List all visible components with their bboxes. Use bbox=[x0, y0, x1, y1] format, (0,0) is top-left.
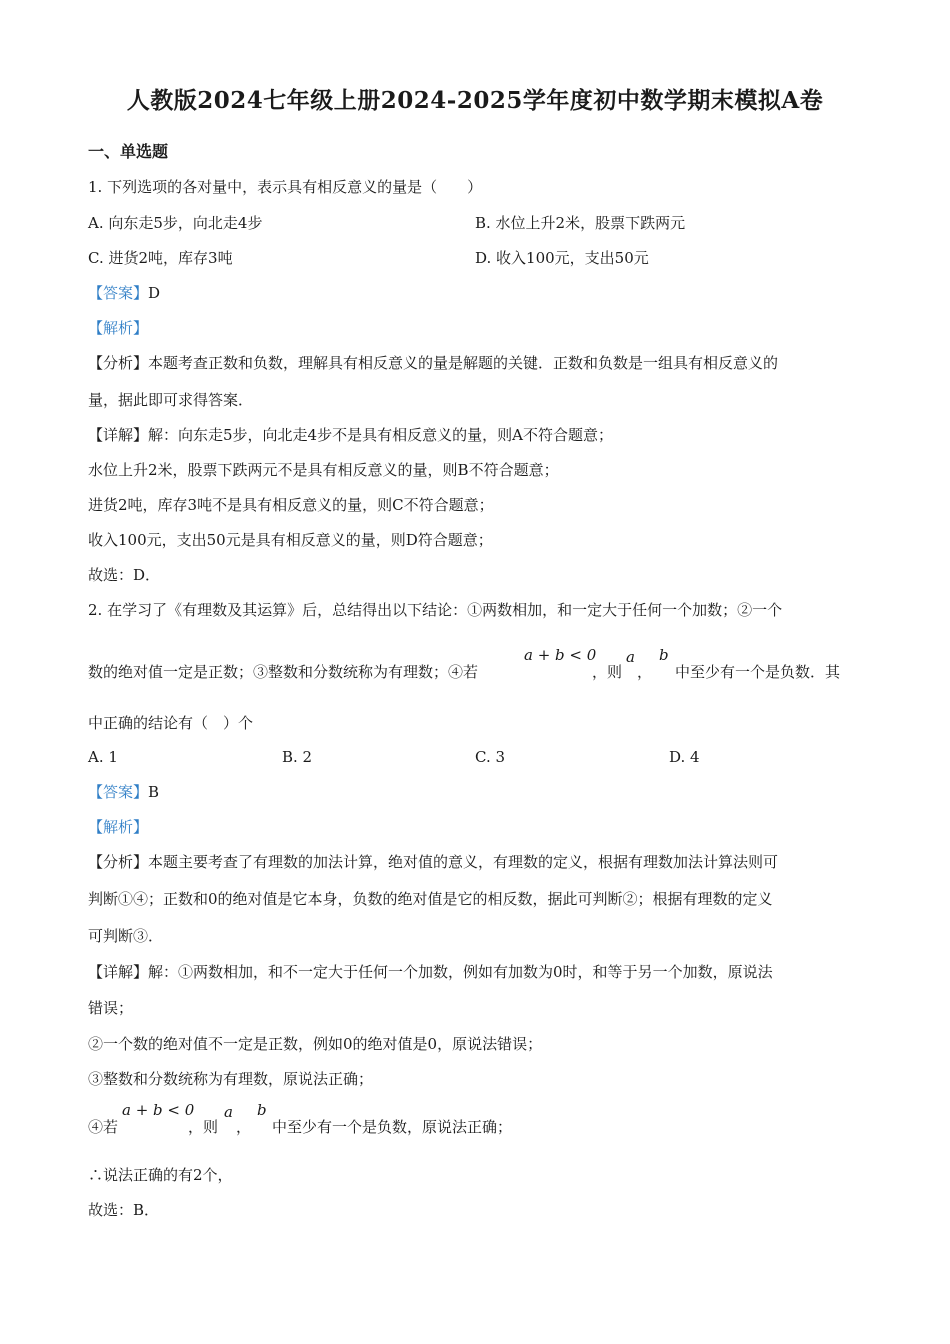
q2-stem-text-2a: 数的绝对值一定是正数；③整数和分数统称为有理数；④若 bbox=[88, 663, 479, 681]
q1-detail-tag: 【详解】 bbox=[88, 426, 149, 444]
q2-fenxi-text-1: 本题主要考查了有理数的加法计算，绝对值的意义，有理数的定义，根据有理数加法计算法则可 bbox=[148, 853, 779, 871]
q2-detail-line-5: ④若 bbox=[88, 1118, 119, 1136]
q2-stem-line-1: 2. 在学习了《有理数及其运算》后，总结得出以下结论：①两数相加，和一定大于任何一个加数；②一个 bbox=[88, 601, 783, 619]
q2-option-b: B. 2 bbox=[282, 748, 313, 766]
q1-detail-line-2: 水位上升2米，股票下跌两元不是具有相反意义的量，则B不符合题意； bbox=[88, 461, 559, 479]
q2-detail-line-3: ②一个数的绝对值不一定是正数，例如0的绝对值是0，原说法错误； bbox=[88, 1035, 543, 1053]
q2-answer-line bbox=[88, 782, 159, 802]
q2-detail-text-5c: 中至少有一个是负数，原说法正确； bbox=[272, 1118, 513, 1136]
q1-fenxi-line-2: 量，据此即可求得答案． bbox=[88, 391, 254, 409]
q1-option-d: D. 收入100元，支出50元 bbox=[475, 249, 649, 267]
q2-comma: ， bbox=[637, 663, 653, 681]
q2-detail-line-2: 错误； bbox=[88, 999, 134, 1017]
q1-fenxi-tag: 【分析】 bbox=[88, 354, 149, 372]
q2-math-a: a bbox=[626, 648, 635, 666]
q1-stem: 1. 下列选项的各对量中，表示具有相反意义的量是（ ） bbox=[88, 178, 483, 196]
q2-option-d: D. 4 bbox=[669, 748, 700, 766]
q1-analysis-tag: 【解析】 bbox=[88, 319, 149, 337]
q2-detail-text-5b: ，则 bbox=[188, 1118, 219, 1136]
q2-option-c: C. 3 bbox=[475, 748, 506, 766]
q2-detail-math-b: b bbox=[257, 1101, 267, 1119]
q2-fenxi-line-1 bbox=[88, 852, 778, 872]
q2-answer-value: B bbox=[148, 783, 160, 801]
q1-detail-line-5: 故选：D． bbox=[88, 566, 161, 584]
q2-option-a: A. 1 bbox=[88, 748, 118, 766]
page-title: 人教版2024七年级上册2024-2025学年度初中数学期末模拟A卷 bbox=[126, 87, 824, 114]
q1-answer-line bbox=[88, 283, 160, 303]
q2-detail-comma: ， bbox=[236, 1118, 252, 1136]
q1-answer-tag: 【答案】 bbox=[88, 284, 149, 302]
q2-fenxi-tag: 【分析】 bbox=[88, 853, 149, 871]
q2-math-b: b bbox=[659, 646, 669, 664]
q1-fenxi-line-1 bbox=[88, 353, 778, 373]
q2-stem-text-2b: ，则 bbox=[592, 663, 623, 681]
q2-detail-math-condition: a + b < 0 bbox=[122, 1101, 195, 1119]
q2-detail-line-4: ③整数和分数统称为有理数，原说法正确； bbox=[88, 1070, 374, 1088]
q2-stem-line-3: 中正确的结论有（ ）个 bbox=[88, 714, 254, 732]
q1-detail-line-4: 收入100元，支出50元是具有相反意义的量，则D符合题意； bbox=[88, 531, 493, 549]
q1-option-a: A. 向东走5步，向北走4步 bbox=[88, 214, 263, 232]
q2-detail-line-1 bbox=[88, 962, 773, 982]
q1-answer-value: D bbox=[148, 284, 161, 302]
q1-detail-text-1: 解：向东走5步，向北走4步不是具有相反意义的量，则A不符合题意； bbox=[148, 426, 613, 444]
q1-fenxi-text-1: 本题考查正数和负数，理解具有相反意义的量是解题的关键．正数和负数是一组具有相反意义的 bbox=[148, 354, 779, 372]
q1-option-c: C. 进货2吨，库存3吨 bbox=[88, 249, 233, 267]
q2-detail-line-7: 故选：B． bbox=[88, 1201, 160, 1219]
q2-detail-line-6: ∴说法正确的有2个， bbox=[88, 1166, 233, 1184]
section-heading-single-choice: 一、单选题 bbox=[88, 142, 169, 161]
q2-detail-math-a: a bbox=[224, 1103, 233, 1121]
q2-answer-tag: 【答案】 bbox=[88, 783, 149, 801]
q1-option-b: B. 水位上升2米，股票下跌两元 bbox=[475, 214, 686, 232]
q2-fenxi-line-2: 判断①④；正数和0的绝对值是它本身，负数的绝对值是它的相反数，据此可判断②；根据有理数的定义 bbox=[88, 890, 773, 908]
q2-fenxi-line-3: 可判断③． bbox=[88, 927, 164, 945]
q1-detail-line-1 bbox=[88, 425, 613, 445]
q2-stem-text-2c: 中至少有一个是负数．其 bbox=[675, 663, 841, 681]
q1-detail-line-3: 进货2吨，库存3吨不是具有相反意义的量，则C不符合题意； bbox=[88, 496, 494, 514]
q2-detail-tag: 【详解】 bbox=[88, 963, 149, 981]
q2-stem-line-2 bbox=[88, 662, 478, 682]
q2-math-condition: a + b < 0 bbox=[524, 646, 597, 664]
q2-analysis-tag: 【解析】 bbox=[88, 818, 149, 836]
q2-detail-text-1: 解：①两数相加，和不一定大于任何一个加数，例如有加数为0时，和等于另一个加数，原说法 bbox=[148, 963, 773, 981]
